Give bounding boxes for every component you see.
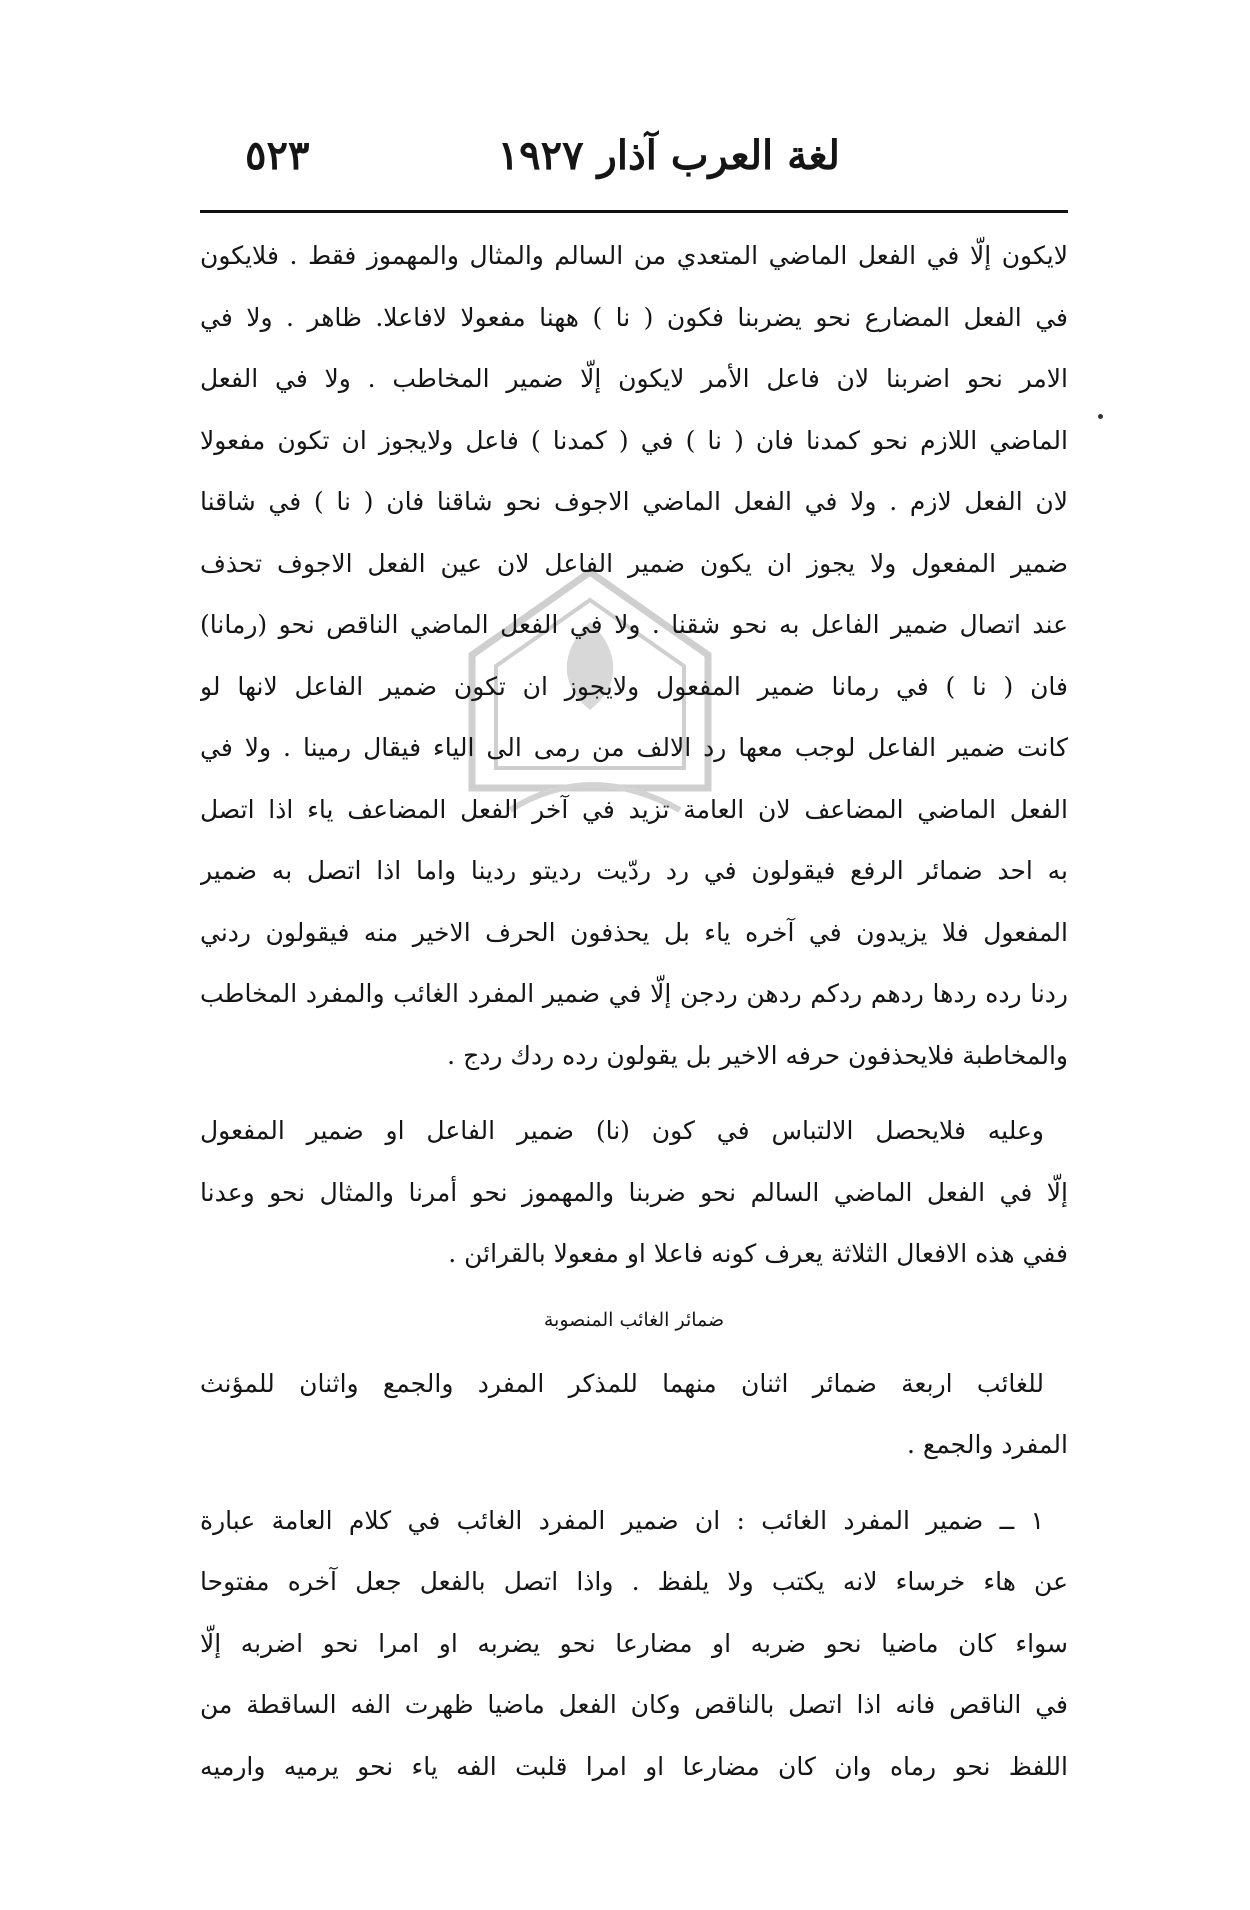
text-line: فان ( نا ) في رمانا ضمير المفعول ولايجوز ان تكون ضمير الفاعل لانها لو xyxy=(200,671,1068,701)
journal-title: لغة العرب آذار ١٩٢٧ xyxy=(497,132,840,179)
text-line: عن هاء خرساء لانه يكتب ولا يلفظ . واذا اتصل بالفعل جعل آخره مفتوحا xyxy=(200,1567,1068,1596)
article-body xyxy=(200,225,1068,1797)
paragraph-gap xyxy=(200,1086,1068,1100)
paragraph xyxy=(200,1490,1068,1798)
text-line: عند اتصال ضمير الفاعل به نحو شقنا . ولا في الفعل الماضي الناقص نحو (رمانا) xyxy=(200,610,1068,639)
section-heading: ضمائر الغائب المنصوبة xyxy=(543,1308,725,1331)
text-line: سواء كان ماضيا نحو ضربه او مضارعا نحو يضربه او امرا نحو اضربه إلّا xyxy=(200,1628,1068,1658)
paragraph xyxy=(200,1353,1068,1476)
text-line: في الناقص فانه اذا اتصل بالناقص وكان الفعل ماضيا ظهرت الفه الساقطة من xyxy=(200,1690,1068,1719)
page-number: ٥٢٣ xyxy=(245,132,310,179)
text-line: الفعل الماضي المضاعف لان العامة تزيد في آخر الفعل المضاعف ياء اذا اتصل xyxy=(200,794,1068,824)
text-line: لايكون إلّا في الفعل الماضي المتعدي من السالم والمثال والمهموز فقط . فلايكون xyxy=(200,241,1068,270)
paragraph-gap xyxy=(200,1476,1068,1490)
text-line: وعليه فلايحصل الالتباس في كون (نا) ضمير الفاعل او ضمير المفعول xyxy=(200,1116,1044,1145)
text-line: ١ ــ ضمير المفرد الغائب : ان ضمير المفرد الغائب في كلام العامة عبارة xyxy=(200,1505,1044,1535)
paragraph xyxy=(200,225,1068,1086)
text-line: المفرد والجمع . xyxy=(907,1430,1068,1459)
text-line: للغائب اربعة ضمائر اثنان منهما للمذكر المفرد والجمع واثنان للمؤنث xyxy=(200,1368,1044,1398)
text-line: المفعول فلا يزيدون في آخره ياء بل يحذفون الحرف الاخير منه فيقولون ردني xyxy=(200,917,1068,947)
header-rule xyxy=(200,210,1068,213)
text-line: ففي هذه الافعال الثلاثة يعرف كونه فاعلا او مفعولا بالقرائن . xyxy=(448,1239,1068,1268)
running-header xyxy=(215,132,1050,192)
text-line: والمخاطبة فلايحذفون حرفه الاخير بل يقولون رده ردك ردج . xyxy=(447,1040,1068,1070)
text-line: الماضي اللازم نحو كمدنا فان ( نا ) في ( كمدنا ) فاعل ولايجوز ان تكون مفعولا xyxy=(200,425,1068,455)
text-line: إلّا في الفعل الماضي السالم نحو ضربنا والمهموز نحو أمرنا والمثال نحو وعدنا xyxy=(200,1177,1068,1207)
text-line: الامر نحو اضربنا لان فاعل الأمر لايكون إلّا ضمير المخاطب . ولا في الفعل xyxy=(200,364,1068,393)
text-line: كانت ضمير الفاعل لوجب معها رد الالف من رمى الى الياء فيقال رمينا . ولا في xyxy=(200,733,1068,762)
text-line: اللفظ نحو رماه وان كان مضارعا او امرا قلبت الفه ياء نحو يرميه وارميه xyxy=(200,1751,1068,1781)
text-line: ضمير المفعول ولا يجوز ان يكون ضمير الفاعل لان عين الفعل الاجوف تحذف xyxy=(200,548,1068,578)
paragraph xyxy=(200,1100,1068,1285)
text-line: لان الفعل لازم . ولا في الفعل الماضي الاجوف نحو شاقنا فان ( نا ) في شاقنا xyxy=(200,487,1068,516)
margin-dot xyxy=(1098,414,1103,419)
text-line: به احد ضمائر الرفع فيقولون في رد ردّيت رديتو ردينا واما اذا اتصل به ضمير xyxy=(200,856,1068,885)
text-line: ردنا رده ردها ردهم ردكم ردهن ردجن إلّا في ضمير المفرد الغائب والمفرد المخاطب xyxy=(200,979,1068,1008)
text-line: في الفعل المضارع نحو يضربنا فكون ( نا ) ههنا مفعولا لافاعلا. ظاهر . ولا في xyxy=(200,302,1068,332)
